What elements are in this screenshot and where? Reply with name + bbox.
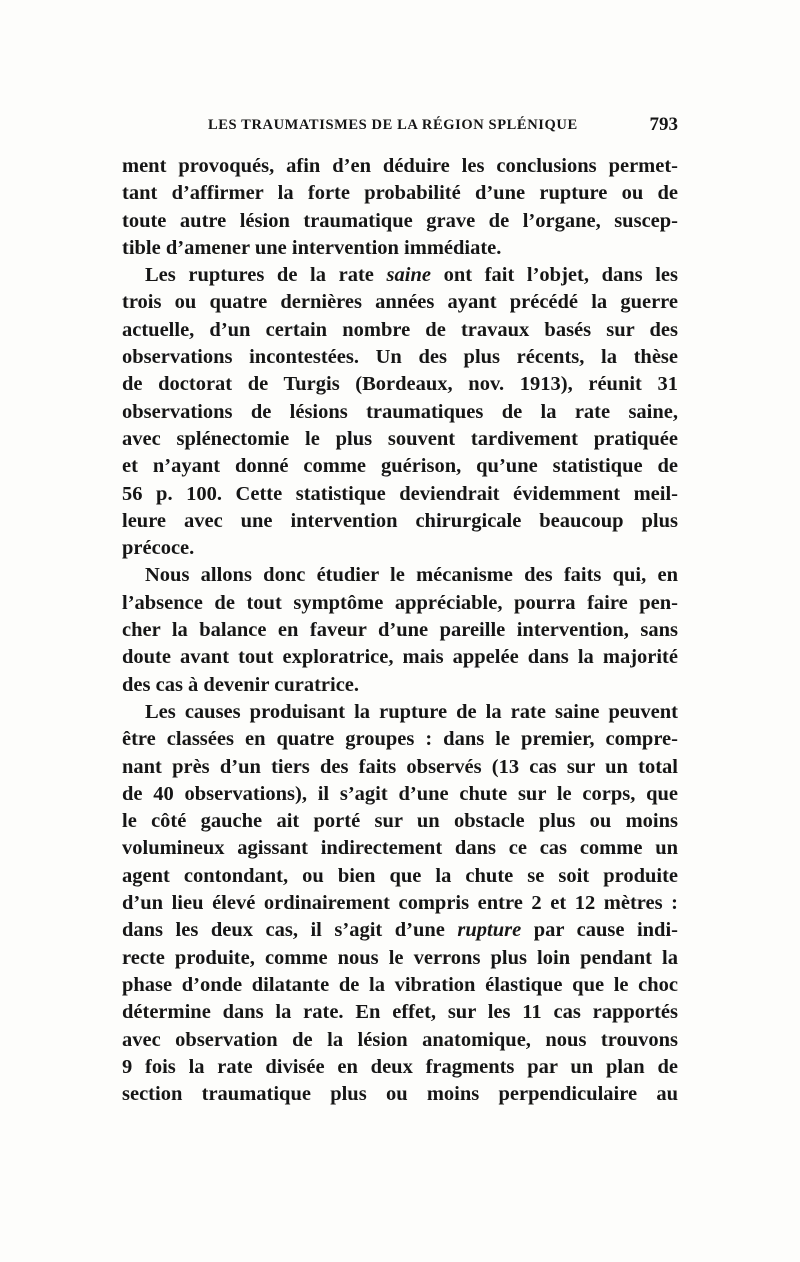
- text-line: 9 fois la rate divisée en deux fragments par un plan de: [122, 1055, 678, 1078]
- text-line: le côté gauche ait porté sur un obstacle plus ou moins: [122, 810, 678, 833]
- text-line: d’un lieu élevé ordinairement compris entre 2 et 12 mètres :: [122, 892, 678, 915]
- text-line: l’absence de tout symptôme appréciable, pourra faire pen-: [122, 591, 678, 614]
- text-line: section traumatique plus ou moins perpendiculaire au: [122, 1083, 678, 1106]
- text-line: avec observation de la lésion anatomique, nous trouvons: [122, 1028, 678, 1051]
- text-line: trois ou quatre dernières années ayant précédé la guerre: [122, 291, 678, 314]
- text-line: 56 p. 100. Cette statistique deviendrait évidemment meil-: [122, 482, 678, 505]
- text-line: [122, 262, 678, 289]
- text-line: leure avec une intervention chirurgicale beaucoup plus: [122, 509, 678, 532]
- text-span: par cause indi-: [521, 919, 678, 942]
- text-line: tant d’affirmer la forte probabilité d’une rupture ou de: [122, 182, 678, 205]
- text-line: de 40 observations), il s’agit d’une chute sur le corps, que: [122, 782, 678, 805]
- text-line: cher la balance en faveur d’une pareille intervention, sans: [122, 619, 678, 642]
- text-line: agent contondant, ou bien que la chute se soit produite: [122, 864, 678, 887]
- text-line: tible d’amener une intervention immédiate.: [122, 236, 502, 259]
- text-span: ont fait l’objet, dans les: [430, 264, 678, 287]
- text-line: nant près d’un tiers des faits observés (13 cas sur un total: [122, 755, 678, 778]
- page-number: 793: [649, 114, 678, 135]
- text-line: ment provoqués, afin d’en déduire les conclusions permet-: [122, 155, 678, 177]
- text-line: détermine dans la rate. En effet, sur les 11 cas rapportés: [122, 1001, 678, 1024]
- text-line: précoce.: [122, 537, 195, 560]
- running-head: [122, 114, 678, 141]
- text-line: avec splénectomie le plus souvent tardivement pratiquée: [122, 427, 678, 450]
- text-line: de doctorat de Turgis (Bordeaux, nov. 1913), réunit 31: [122, 373, 678, 396]
- text-line: phase d’onde dilatante de la vibration élastique que le choc: [122, 973, 678, 996]
- emphasis-word: rupture: [457, 919, 522, 942]
- running-title: LES TRAUMATISMES DE LA RÉGION SPLÉNIQUE: [208, 117, 578, 133]
- text-line: [122, 917, 678, 944]
- text-line: être classées en quatre groupes : dans le premier, compre-: [122, 728, 678, 751]
- text-line: des cas à devenir curatrice.: [122, 673, 360, 696]
- body-text: [122, 153, 678, 1108]
- text-line: toute autre lésion traumatique grave de l’organe, suscep-: [122, 209, 678, 232]
- text-line: Nous allons donc étudier le mécanisme des faits qui, en: [145, 564, 678, 587]
- text-line: observations incontestées. Un des plus récents, la thèse: [122, 346, 678, 369]
- text-span: Les ruptures de la rate: [145, 264, 387, 287]
- text-line: et n’ayant donné comme guérison, qu’une statistique de: [122, 455, 678, 478]
- text-line: observations de lésions traumatiques de la rate saine,: [122, 400, 678, 423]
- text-line: doute avant tout exploratrice, mais appelée dans la majorité: [122, 646, 678, 669]
- text-line: actuelle, d’un certain nombre de travaux basés sur des: [122, 318, 678, 341]
- emphasis-word: saine: [386, 264, 431, 287]
- text-line: recte produite, comme nous le verrons plus loin pendant la: [122, 946, 678, 969]
- text-line: volumineux agissant indirectement dans ce cas comme un: [122, 837, 678, 860]
- text-span: dans les deux cas, il s’agit d’une: [122, 919, 458, 942]
- text-line: Les causes produisant la rupture de la rate saine peuvent: [145, 700, 678, 723]
